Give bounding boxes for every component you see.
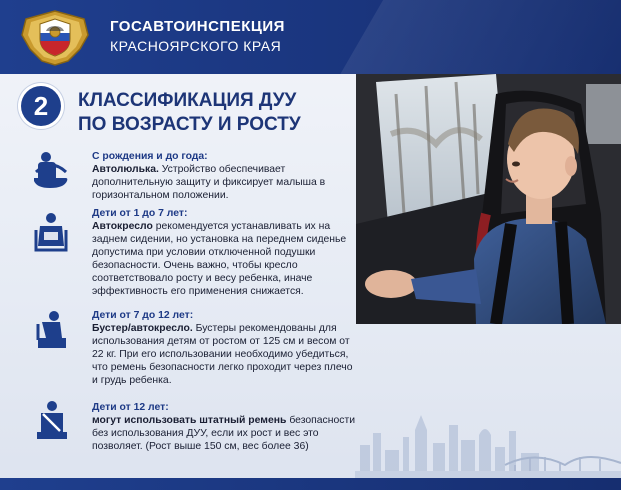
block-infant-subtitle: С рождения и до года: xyxy=(92,151,208,162)
block-age-12-plus-lead: могут использовать штатный ремень xyxy=(92,415,287,426)
block-age-7-12-lead: Бустер/автокресло. xyxy=(92,323,193,334)
block-age-12-plus-text: безопасности без использования ДУУ, если их рост и вес это позволяет. (Рост выше 150 см, вес более 36) xyxy=(92,415,356,452)
block-infant xyxy=(92,150,360,202)
page-title xyxy=(78,89,368,137)
seat-belt-child-icon xyxy=(32,400,70,442)
block-age-7-12-text: Бустеры рекомендованы для использования детям от ростом от 125 см и весом от 22 кг. При его использовании необходимо убедиться, что ремень безопасности легко проходит через плечо и грудь ребенка. xyxy=(92,323,353,386)
block-age-1-7-body xyxy=(92,220,360,298)
infant-carrier-icon xyxy=(32,150,70,192)
block-age-7-12 xyxy=(92,309,360,387)
block-age-7-12-body xyxy=(92,322,360,387)
block-infant-lead: Автолюлька. xyxy=(92,164,159,175)
child-seat-icon xyxy=(32,212,70,254)
block-age-1-7 xyxy=(92,207,360,298)
city-skyline-decoration xyxy=(355,395,621,478)
block-age-1-7-subtitle: Дети от 1 до 7 лет: xyxy=(92,208,188,219)
page-title-line-1: КЛАССИФИКАЦИЯ ДУУ xyxy=(78,90,297,111)
footer-band xyxy=(0,478,621,490)
block-age-7-12-subtitle: Дети от 7 до 12 лет: xyxy=(92,310,194,321)
block-infant-body xyxy=(92,163,360,202)
child-in-car-seat-photo xyxy=(356,74,621,324)
block-infant-text: Устройство обеспечивает дополнительную защиту и фиксирует малыша в горизонтальном положении. xyxy=(92,164,326,201)
header-decoration xyxy=(331,0,621,74)
section-number-badge: 2 xyxy=(21,86,61,126)
organization-title: ГОСАВТОИНСПЕКЦИЯ xyxy=(110,18,285,35)
organization-subtitle: КРАСНОЯРСКОГО КРАЯ xyxy=(110,38,282,54)
block-age-1-7-lead: Автокресло xyxy=(92,221,153,232)
block-age-1-7-text: рекомендуется устанавливать их на заднем сидении, но установка на переднем сиденье допустима при условии отключенной подушки безопасности. Очень важно, чтобы кресло соответствовало росту и весу ребенка, иначе эффективность его применения снижается. xyxy=(92,221,347,297)
block-age-12-plus xyxy=(92,401,360,453)
block-age-12-plus-body xyxy=(92,414,360,453)
page-title-line-2: ПО ВОЗРАСТУ И РОСТУ xyxy=(78,114,301,135)
header-band xyxy=(0,0,621,74)
traffic-police-emblem-icon xyxy=(18,5,92,69)
booster-seat-icon xyxy=(32,310,70,352)
block-age-12-plus-subtitle: Дети от 12 лет: xyxy=(92,402,169,413)
